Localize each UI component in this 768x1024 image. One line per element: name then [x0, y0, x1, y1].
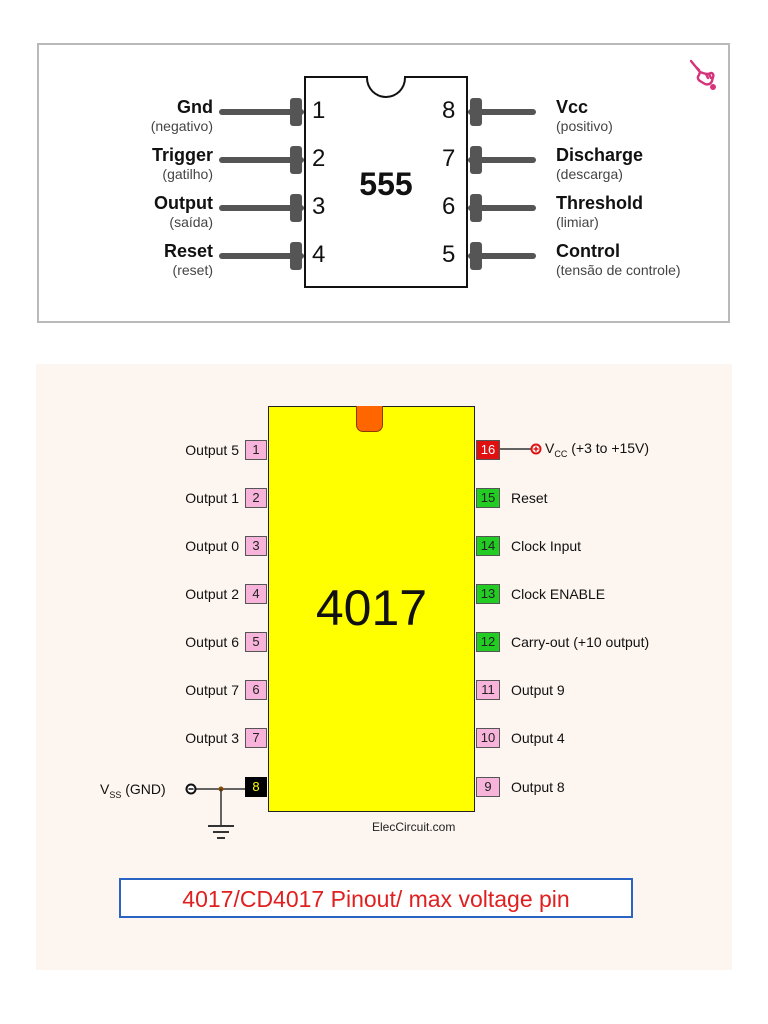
ic4017-pin-box: 8 — [245, 777, 267, 797]
ic555-pin-description: (reset) — [172, 262, 213, 278]
ic555-pin-stub — [290, 146, 302, 174]
vss-sub: SS — [109, 789, 122, 800]
ic4017-pin-box: 5 — [245, 632, 267, 652]
caption-box — [119, 878, 633, 918]
vcc-rest: (+3 to +15V) — [567, 440, 650, 456]
ic555-pin-stub — [470, 146, 482, 174]
ic555-pin-name: Vcc — [556, 97, 589, 117]
ic4017-pin-box: 11 — [476, 680, 500, 700]
ic4017-pin-label: Clock ENABLE — [511, 586, 606, 602]
ic4017-pin-label: Reset — [511, 490, 548, 506]
ic555-pin-name: Threshold — [556, 193, 644, 213]
ic4017-pin-box: 12 — [476, 632, 500, 652]
ic4017-pin-box: 15 — [476, 488, 500, 508]
ic555-pin-number: 5 — [442, 241, 456, 268]
ic4017-pin-label: Carry-out (+10 output) — [511, 634, 650, 650]
ic4017-pin-label: Output 8 — [511, 779, 565, 795]
ic555-pin-number: 3 — [312, 193, 326, 220]
ic555-pin-description: (tensão de controle) — [556, 262, 681, 278]
vss-label — [100, 781, 166, 800]
ic555-label: 555 — [359, 166, 413, 202]
ic4017-pin-box: 10 — [476, 728, 500, 748]
ic555-pin-description: (negativo) — [150, 118, 213, 134]
ic555-notch — [366, 76, 406, 98]
ic4017-pin-label: Output 6 — [185, 634, 239, 650]
ic555-pin-description: (positivo) — [556, 118, 613, 134]
vcc-label — [545, 440, 649, 459]
ic555-pin-description: (limiar) — [556, 214, 599, 230]
ic4017-pin-label: Output 7 — [185, 682, 239, 698]
ic4017-label: 4017 — [315, 580, 428, 636]
ic555-pin-name: Control — [556, 241, 620, 261]
ic4017-pin-box: 6 — [245, 680, 267, 700]
ic4017-pin-label: Output 5 — [185, 442, 239, 458]
ic555-pin-name: Discharge — [556, 145, 644, 165]
ic555-pin-number: 8 — [442, 97, 456, 124]
ic555-pinout-panel — [37, 43, 730, 323]
ic555-pin-number: 7 — [442, 145, 456, 172]
ic4017-pin-label: Output 4 — [511, 730, 565, 746]
ic4017-pin-box: 1 — [245, 440, 267, 460]
ic555-pin-number: 2 — [312, 145, 326, 172]
vcc-main: V — [545, 440, 555, 456]
vss-main: V — [100, 781, 110, 797]
ic555-pin-number: 4 — [312, 241, 326, 268]
ic4017-pin-label: Output 9 — [511, 682, 565, 698]
ic555-pin-name: Output — [154, 193, 213, 213]
ic555-pin-stub — [470, 242, 482, 270]
ic555-pin-description: (saída) — [169, 214, 213, 230]
ic555-pin-description: (gatilho) — [162, 166, 213, 182]
ic4017-pin-box: 7 — [245, 728, 267, 748]
ic4017-pinout-panel — [36, 364, 732, 970]
ic4017-body — [268, 406, 475, 812]
ic4017-pin-box: 4 — [245, 584, 267, 604]
ic555-pin-number: 1 — [312, 97, 326, 124]
ic4017-pin-label: Output 3 — [185, 730, 239, 746]
ic4017-notch — [356, 406, 383, 432]
ic555-pin-stub — [470, 98, 482, 126]
ic4017-pin-box: 9 — [476, 777, 500, 797]
vss-rest: (GND) — [121, 781, 166, 797]
ic555-pin-name: Gnd — [177, 97, 213, 117]
vcc-sub: CC — [554, 448, 568, 459]
credit-text: ElecCircuit.com — [372, 820, 456, 834]
ic555-pin-name: Trigger — [151, 145, 213, 165]
ic555-pin-stub — [470, 194, 482, 222]
ic4017-pin-box: 13 — [476, 584, 500, 604]
ic555-pin-stub — [290, 194, 302, 222]
ic4017-pin-label: Clock Input — [511, 538, 582, 554]
ic555-pin-number: 6 — [442, 193, 456, 220]
caption-text: 4017/CD4017 Pinout/ max voltage pin — [182, 886, 570, 912]
ic4017-pin-box: 3 — [245, 536, 267, 556]
ic555-pin-name: Reset — [163, 241, 213, 261]
ic4017-pin-box: 16 — [476, 440, 500, 460]
ic555-pin-description: (descarga) — [556, 166, 623, 182]
hand-pointer-icon — [687, 57, 719, 93]
ic4017-pin-box: 14 — [476, 536, 500, 556]
ic4017-pin-label: Output 2 — [185, 586, 239, 602]
ic4017-pin-label: Output 1 — [185, 490, 239, 506]
ic555-pin-stub — [290, 98, 302, 126]
ic555-pin-stub — [290, 242, 302, 270]
ic4017-pin-label: Output 0 — [185, 538, 239, 554]
ic4017-pin-box: 2 — [245, 488, 267, 508]
